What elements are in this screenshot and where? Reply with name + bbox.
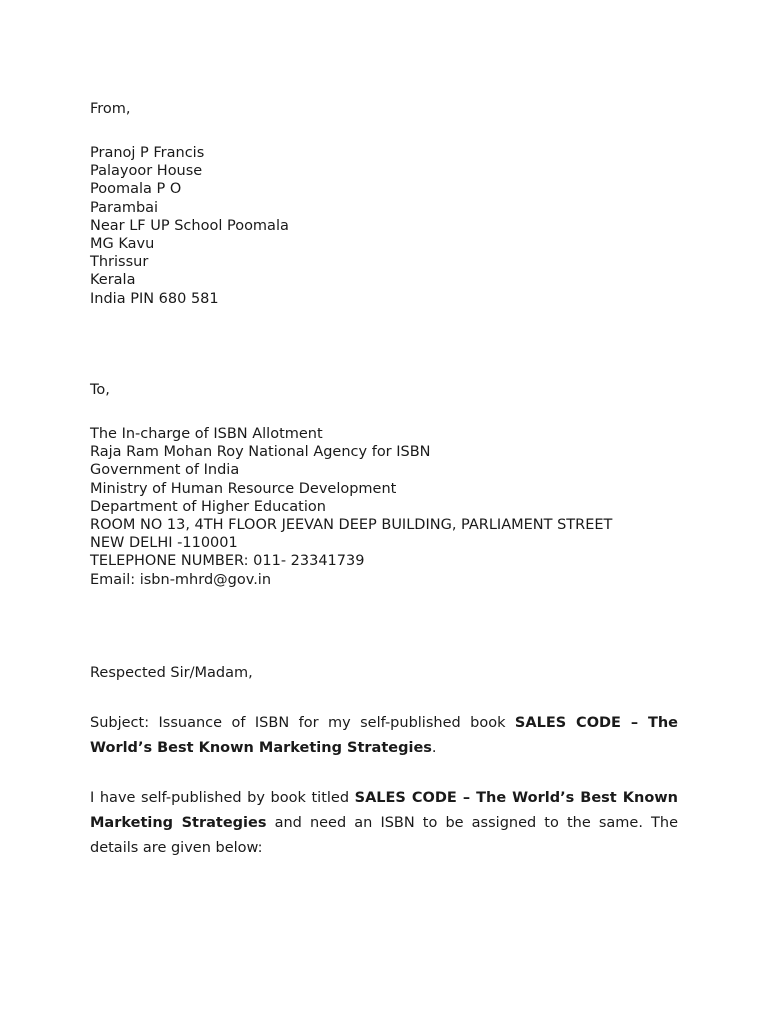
recipient-address-line: The In-charge of ISBN Allotment	[90, 426, 323, 442]
recipient-address-line: Department of Higher Education	[90, 498, 326, 515]
sender-address-line: Parambai	[90, 199, 159, 216]
salutation	[90, 664, 678, 682]
sender-address-line: MG Kavu	[90, 236, 155, 253]
body-prefix: I have self-published by book titled	[90, 790, 355, 806]
sender-address-line: Kerala	[90, 272, 136, 289]
from-label-text: From,	[90, 101, 131, 117]
recipient-address-line: Ministry of Human Resource Development	[90, 480, 397, 497]
sender-address-line: Palayoor House	[90, 163, 203, 180]
subject-prefix: Subject: Issuance of ISBN for my self-published book	[90, 715, 515, 731]
subject-suffix: .	[431, 740, 437, 756]
recipient-address-line: ROOM NO 13, 4TH FLOOR JEEVAN DEEP BUILDING, PARLIAMENT STREET	[90, 517, 613, 534]
sender-address-line: Thrissur	[90, 254, 149, 271]
body-paragraph	[90, 786, 678, 861]
sender-address-line: Near LF UP School Poomala	[90, 217, 289, 234]
salutation-text: Respected Sir/Madam,	[90, 665, 253, 681]
recipient-address	[90, 425, 678, 589]
sender-address-line: India PIN 680 581	[90, 290, 219, 307]
recipient-address-line: Raja Ram Mohan Roy National Agency for ISBN	[90, 444, 431, 461]
subject-paragraph	[90, 711, 678, 761]
recipient-address-line: NEW DELHI -110001	[90, 535, 238, 552]
body-book-title: SALES CODE – The World’s Best Known Marketing Strategies	[90, 790, 678, 831]
to-label-text: To,	[90, 382, 110, 398]
subject-book-title: SALES CODE – The World’s Best Known Marketing Strategies	[90, 715, 678, 756]
sender-address	[90, 144, 678, 308]
to-label	[90, 381, 678, 399]
recipient-address-line: Government of India	[90, 462, 240, 479]
from-label	[90, 100, 678, 118]
recipient-email: Email: isbn-mhrd@gov.in	[90, 571, 272, 588]
sender-address-line: Pranoj P Francis	[90, 145, 205, 161]
sender-address-line: Poomala P O	[90, 181, 182, 198]
body-suffix: and need an ISBN to be assigned to the same. The details are given below:	[90, 815, 678, 856]
recipient-address-line: TELEPHONE NUMBER: 011- 23341739	[90, 553, 365, 570]
